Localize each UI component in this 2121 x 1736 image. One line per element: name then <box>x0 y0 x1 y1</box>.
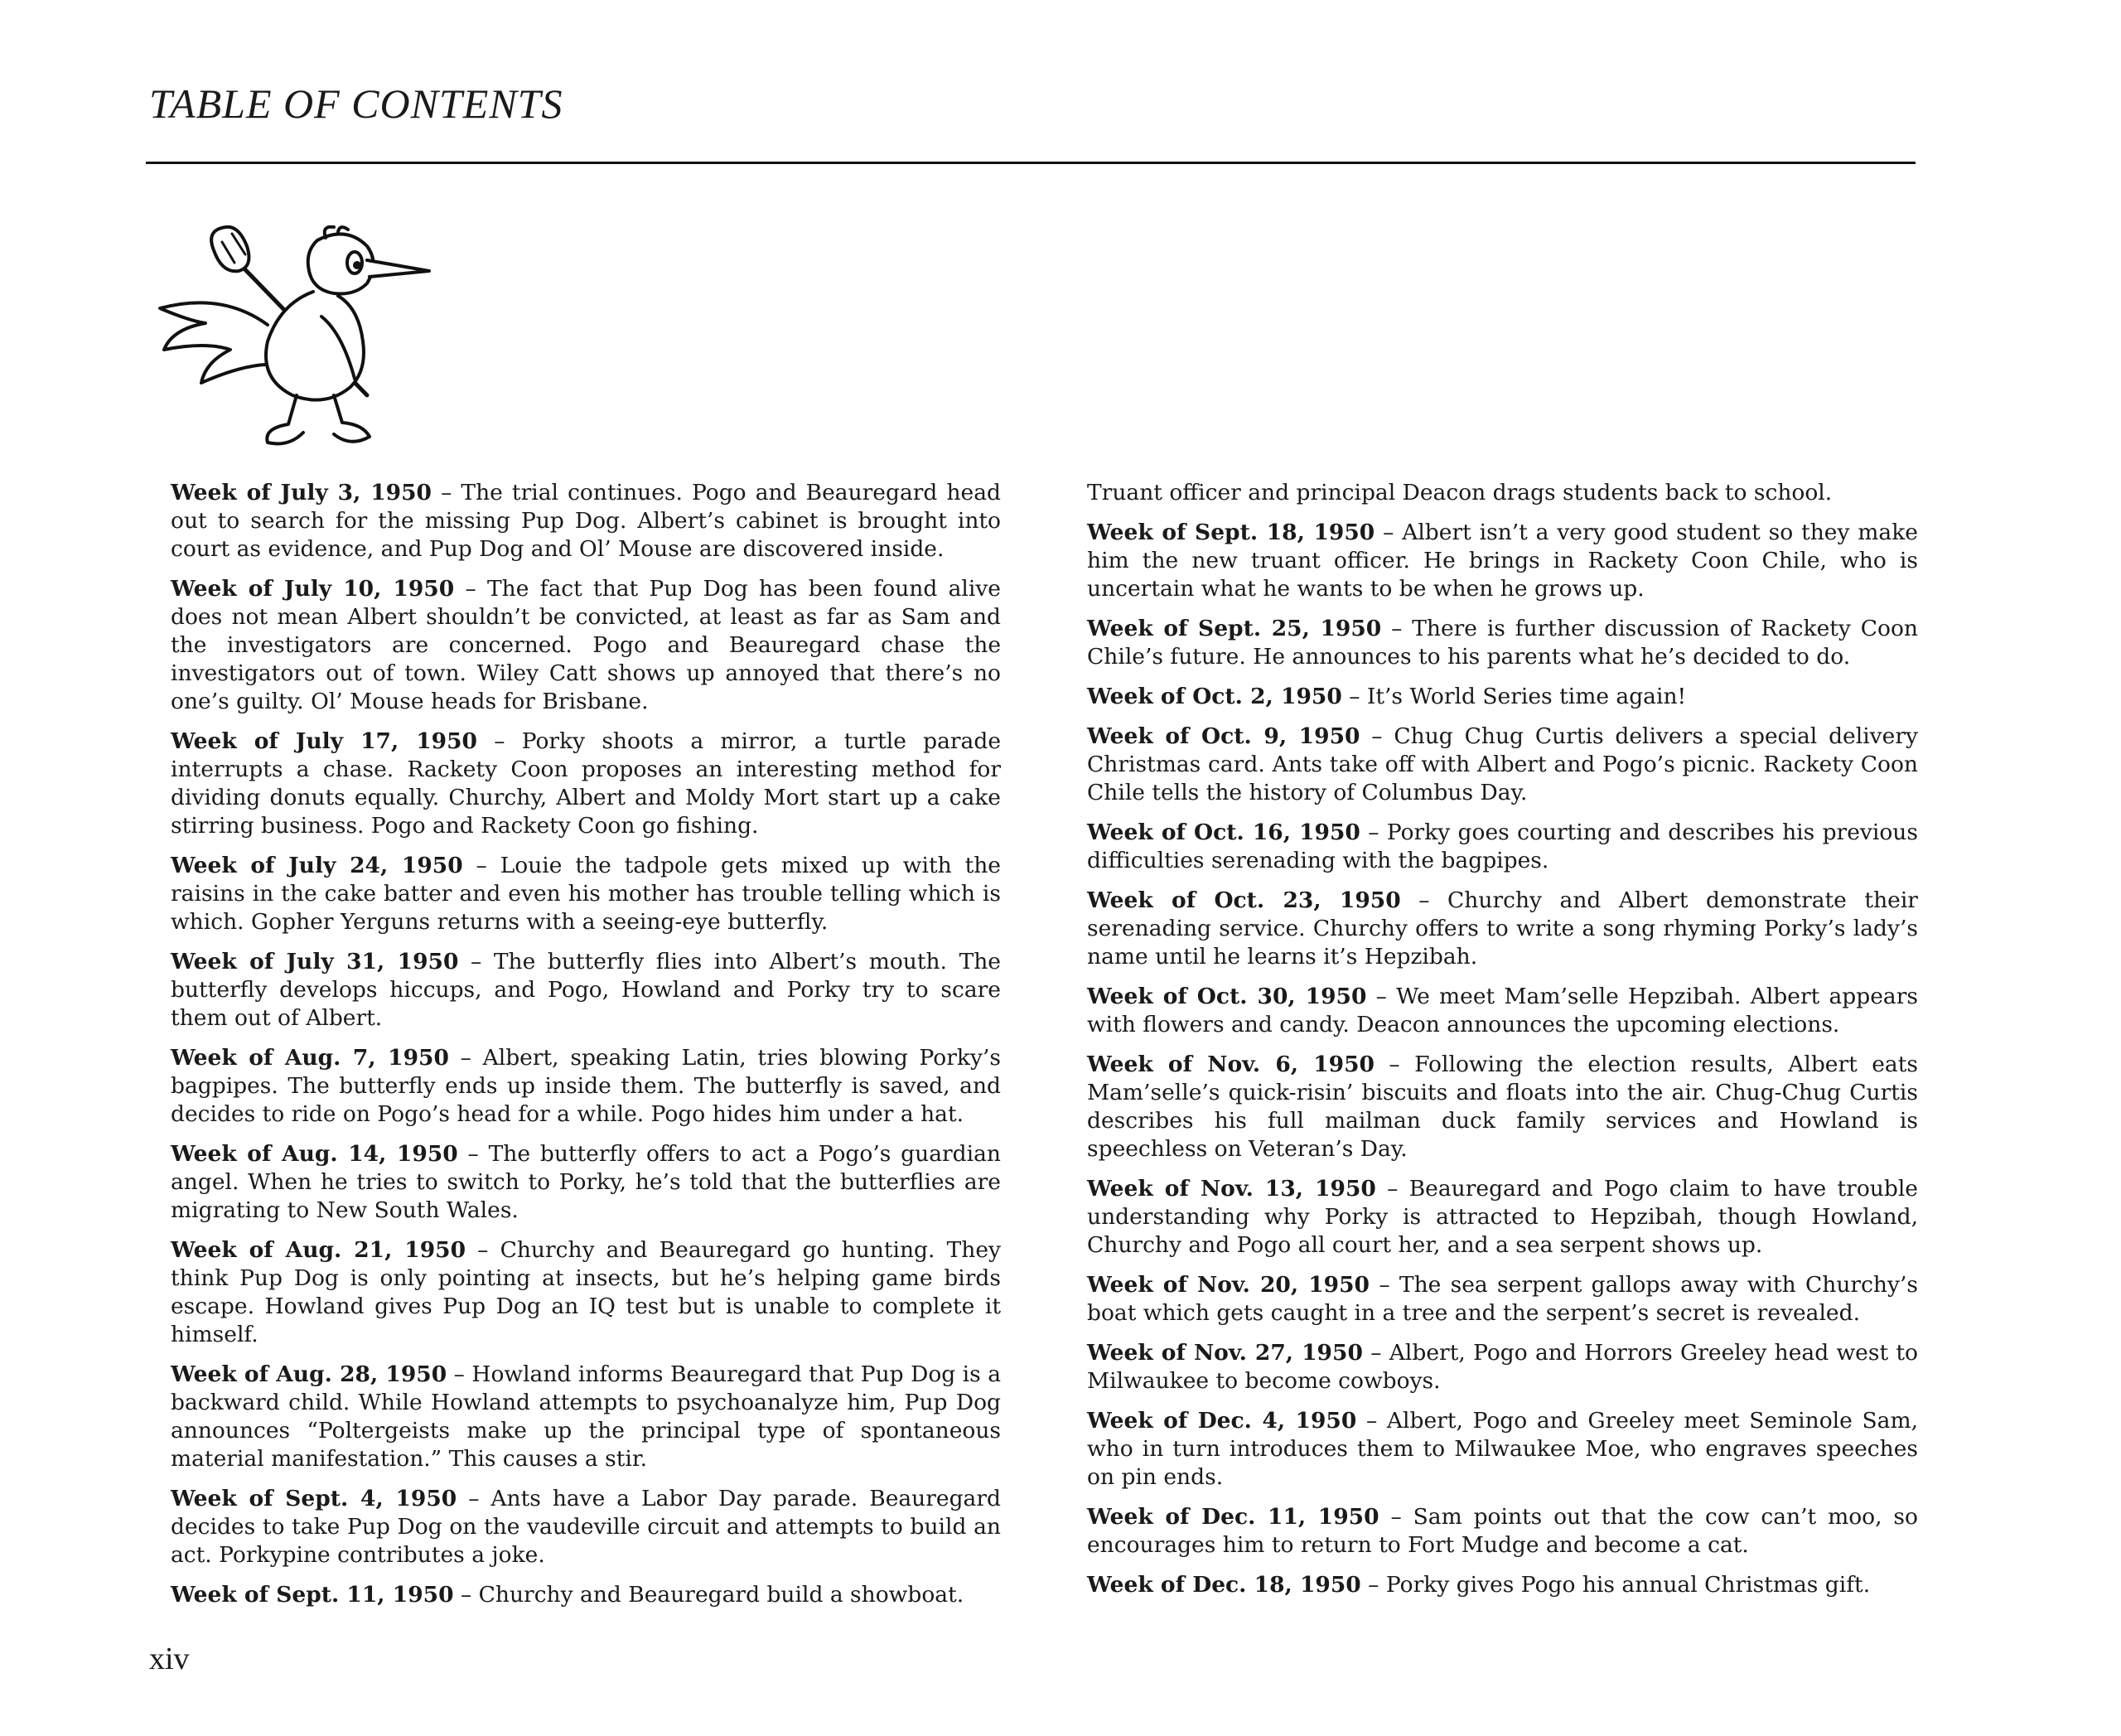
entry-week: Week of Nov. 27, 1950 <box>1087 1340 1363 1366</box>
toc-entry: Week of Aug. 21, 1950 – Churchy and Beauregard go hunting. They think Pup Dog is only pointing at insects, but he’s helping game birds escape. Howland gives Pup Dog an IQ test but is unable to complete it himself. <box>171 1237 1001 1347</box>
entry-description: Albert, Pogo and Horrors Greeley head west to Milwaukee to become cowboys. <box>1087 1340 1919 1394</box>
entry-week: Week of Sept. 25, 1950 <box>1087 616 1382 641</box>
entry-week: Week of Nov. 6, 1950 <box>1087 1052 1375 1077</box>
toc-entry: Week of July 3, 1950 – The trial continues. Pogo and Beauregard head out to search for the missing Pup Dog. Albert’s cabinet is brought into court as evidence, and Pup Dog and Ol’ Mouse are discovered inside. <box>171 480 1001 562</box>
entry-week: Week of Dec. 18, 1950 <box>1087 1572 1361 1598</box>
entry-week: Week of Oct. 30, 1950 <box>1087 984 1367 1009</box>
entry-description: Beauregard and Pogo claim to have trouble understanding why Porky is attracted to Hepzibah, though Howland, Churchy and Pogo all court her, and a sea serpent shows up. <box>1087 1176 1918 1258</box>
entry-week: Week of Oct. 23, 1950 <box>1087 887 1401 913</box>
entry-description: The butterfly flies into Albert’s mouth. The butterfly develops hiccups, and Pogo, Howland and Porky try to scare them out of Albert. <box>171 949 1001 1031</box>
entry-description: We meet Mam’selle Hepzibah. Albert appears with flowers and candy. Deacon announces the upcoming elections. <box>1087 984 1918 1037</box>
page-title: TABLE OF CONTENTS <box>149 80 563 127</box>
toc-entry: Week of Aug. 28, 1950 – Howland informs Beauregard that Pup Dog is a backward child. While Howland attempts to psychoanalyze him, Pup Dog announces “Poltergeists make up the principal type of spontaneous material manifestation.” This causes a stir. <box>171 1361 1001 1472</box>
entry-description: Porky shoots a mirror, a turtle parade interrupts a chase. Rackety Coon proposes an interesting method for dividing donuts equally. Churchy, Albert and Moldy Mort start up a cake stirring business. Pogo and Rackety Coon go fishing. <box>171 728 1001 839</box>
entry-week: Week of Oct. 2, 1950 <box>1087 684 1342 709</box>
toc-entry: Week of Sept. 18, 1950 – Albert isn’t a very good student so they make him the new truant officer. He brings in Rackety Coon Chile, who is uncertain what he wants to be when he grows up. <box>1087 520 1918 602</box>
toc-entry: Week of Sept. 11, 1950 – Churchy and Beauregard build a showboat. <box>171 1582 964 1608</box>
entry-week: Week of Nov. 13, 1950 <box>1087 1176 1376 1202</box>
right-column <box>1087 479 1918 1611</box>
toc-entry: Week of Aug. 14, 1950 – The butterfly offers to act a Pogo’s guardian angel. When he tries to switch to Porky, he’s told that the butterflies are migrating to New South Wales. <box>171 1141 1001 1223</box>
toc-entry: Week of Oct. 23, 1950 – Churchy and Albert demonstrate their serenading service. Churchy offers to write a song rhyming Porky’s lady’s name until he learns it’s Hepzibah. <box>1087 887 1918 970</box>
entry-description: The trial continues. Pogo and Beauregard head out to search for the missing Pup Dog. Albert’s cabinet is brought into court as evidence, and Pup Dog and Ol’ Mouse are discovered inside. <box>171 480 1001 562</box>
entry-week: Week of July 3, 1950 <box>171 480 432 505</box>
title-rule <box>146 162 1916 164</box>
cartoon-bird-hobo-icon <box>156 225 437 451</box>
entry-description: Churchy and Beauregard build a showboat. <box>478 1582 964 1608</box>
entry-week: Week of Sept. 18, 1950 <box>1087 520 1375 545</box>
toc-entry: Week of Dec. 11, 1950 – Sam points out that the cow can’t moo, so encourages him to return to Fort Mudge and become a cat. <box>1087 1504 1918 1558</box>
left-column <box>171 479 1001 1621</box>
toc-entry: Week of Oct. 2, 1950 – It’s World Series time again! <box>1087 684 1687 709</box>
entry-description: Albert isn’t a very good student so they make him the new truant officer. He brings in Rackety Coon Chile, who is uncertain what he wants to be when he grows up. <box>1087 520 1918 602</box>
entry-description: Porky goes courting and describes his previous difficulties serenading with the bagpipes. <box>1087 820 1918 873</box>
entry-description: Ants have a Labor Day parade. Beauregard decides to take Pup Dog on the vaudeville circuit and attempts to build an act. Porkypine contributes a joke. <box>171 1486 1001 1568</box>
entry-week: Week of Aug. 21, 1950 <box>171 1237 466 1263</box>
entry-week: Week of Dec. 4, 1950 <box>1087 1408 1357 1434</box>
toc-entry: Week of Nov. 20, 1950 – The sea serpent gallops away with Churchy’s boat which gets caught in a tree and the serpent’s secret is revealed. <box>1087 1272 1918 1326</box>
entry-description: Albert, Pogo and Greeley meet Seminole Sam, who in turn introduces them to Milwaukee Moe, who engraves speeches on pin ends. <box>1087 1408 1918 1490</box>
entry-week: Week of Sept. 11, 1950 <box>171 1582 454 1608</box>
toc-entry: Week of Nov. 27, 1950 – Albert, Pogo and Horrors Greeley head west to Milwaukee to become cowboys. <box>1087 1340 1919 1394</box>
entry-week: Week of July 24, 1950 <box>171 853 463 878</box>
entry-week: Week of July 10, 1950 <box>171 576 455 602</box>
entry-description: The butterfly offers to act a Pogo’s guardian angel. When he tries to switch to Porky, he’s told that the butterflies are migrating to New South Wales. <box>171 1141 1001 1223</box>
entry-continuation: Truant officer and principal Deacon drags students back to school. <box>1087 480 1833 505</box>
toc-entry: Week of Dec. 18, 1950 – Porky gives Pogo his annual Christmas gift. <box>1087 1572 1871 1598</box>
entry-week: Week of July 31, 1950 <box>171 949 459 974</box>
entry-description: Howland informs Beauregard that Pup Dog is a backward child. While Howland attempts to psychoanalyze him, Pup Dog announces “Poltergeists make up the principal type of spontaneous material manifestation.” This causes a stir. <box>171 1361 1001 1472</box>
toc-entry: Week of Dec. 4, 1950 – Albert, Pogo and Greeley meet Seminole Sam, who in turn introduces them to Milwaukee Moe, who engraves speeches on pin ends. <box>1087 1408 1918 1490</box>
entry-description: It’s World Series time again! <box>1366 684 1687 709</box>
toc-entry: Week of Oct. 30, 1950 – We meet Mam’selle Hepzibah. Albert appears with flowers and candy. Deacon announces the upcoming elections. <box>1087 984 1918 1037</box>
entry-week: Week of Aug. 7, 1950 <box>171 1045 449 1071</box>
entry-description: Sam points out that the cow can’t moo, so encourages him to return to Fort Mudge and become a cat. <box>1087 1504 1918 1558</box>
entry-description: Churchy and Albert demonstrate their serenading service. Churchy offers to write a song rhyming Porky’s lady’s name until he learns it’s Hepzibah. <box>1087 887 1918 970</box>
entry-description: Porky gives Pogo his annual Christmas gift. <box>1385 1572 1871 1598</box>
entry-week: Week of Aug. 14, 1950 <box>171 1141 458 1167</box>
toc-entry: Week of Nov. 13, 1950 – Beauregard and Pogo claim to have trouble understanding why Porky is attracted to Hepzibah, though Howland, Churchy and Pogo all court her, and a sea serpent shows up. <box>1087 1176 1918 1258</box>
entry-week: Week of Nov. 20, 1950 <box>1087 1272 1370 1298</box>
toc-entry: Week of July 10, 1950 – The fact that Pup Dog has been found alive does not mean Albert shouldn’t be convicted, at least as far as Sam and the investigators are concerned. Pogo and Beauregard chase the investigators out of town. Wiley Catt shows up annoyed that there’s no one’s guilty. Ol’ Mouse heads for Brisbane. <box>171 576 1001 714</box>
entry-description: Churchy and Beauregard go hunting. They think Pup Dog is only pointing at insects, but he’s helping game birds escape. Howland gives Pup Dog an IQ test but is unable to complete it himself. <box>171 1237 1001 1347</box>
entry-description: The sea serpent gallops away with Churchy’s boat which gets caught in a tree and the serpent’s secret is revealed. <box>1087 1272 1918 1326</box>
toc-entry: Week of Aug. 7, 1950 – Albert, speaking Latin, tries blowing Porky’s bagpipes. The butterfly ends up inside them. The butterfly is saved, and decides to ride on Pogo’s head for a while. Pogo hides him under a hat. <box>171 1045 1001 1127</box>
toc-entry: Week of Oct. 16, 1950 – Porky goes courting and describes his previous difficulties serenading with the bagpipes. <box>1087 820 1918 873</box>
toc-entry: Week of Oct. 9, 1950 – Chug Chug Curtis delivers a special delivery Christmas card. Ants take off with Albert and Pogo’s picnic. Rackety Coon Chile tells the history of Columbus Day. <box>1087 723 1918 805</box>
entry-description: Chug Chug Curtis delivers a special delivery Christmas card. Ants take off with Albert and Pogo’s picnic. Rackety Coon Chile tells the history of Columbus Day. <box>1087 723 1918 805</box>
toc-entry: Week of Nov. 6, 1950 – Following the election results, Albert eats Mam’selle’s quick-risin’ biscuits and floats into the air. Chug-Chug Curtis describes his full mailman duck family services and Howland is speechless on Veteran’s Day. <box>1087 1052 1918 1162</box>
toc-entry: Week of Sept. 25, 1950 – There is further discussion of Rackety Coon Chile’s future. He announces to his parents what he’s decided to do. <box>1087 616 1918 670</box>
toc-entry: Week of July 31, 1950 – The butterfly flies into Albert’s mouth. The butterfly develops hiccups, and Pogo, Howland and Porky try to scare them out of Albert. <box>171 949 1001 1031</box>
entry-description: Louie the tadpole gets mixed up with the raisins in the cake batter and even his mother has trouble telling which is which. Gopher Yerguns returns with a seeing-eye butterfly. <box>171 853 1001 935</box>
entry-week: Week of Oct. 16, 1950 <box>1087 820 1360 845</box>
entry-week: Week of Aug. 28, 1950 <box>171 1361 447 1387</box>
entry-week: Week of Dec. 11, 1950 <box>1087 1504 1379 1530</box>
entry-week: Week of July 17, 1950 <box>171 728 477 754</box>
entry-week: Week of Oct. 9, 1950 <box>1087 723 1360 749</box>
toc-entry: Week of July 24, 1950 – Louie the tadpole gets mixed up with the raisins in the cake batter and even his mother has trouble telling which is which. Gopher Yerguns returns with a seeing-eye butterfly. <box>171 853 1001 935</box>
page-number: xiv <box>149 1642 190 1676</box>
toc-entry: Week of July 17, 1950 – Porky shoots a mirror, a turtle parade interrupts a chase. Rackety Coon proposes an interesting method for dividing donuts equally. Churchy, Albert and Moldy Mort start up a cake stirring business. Pogo and Rackety Coon go fishing. <box>171 728 1001 839</box>
entry-description: The fact that Pup Dog has been found alive does not mean Albert shouldn’t be convicted, at least as far as Sam and the investigators are concerned. Pogo and Beauregard chase the investigators out of town. Wiley Catt shows up annoyed that there’s no one’s guilty. Ol’ Mouse heads for Brisbane. <box>171 576 1001 714</box>
entry-description: Albert, speaking Latin, tries blowing Porky’s bagpipes. The butterfly ends up inside them. The butterfly is saved, and decides to ride on Pogo’s head for a while. Pogo hides him under a hat. <box>171 1045 1001 1127</box>
entry-week: Week of Sept. 4, 1950 <box>171 1486 457 1511</box>
entry-description: There is further discussion of Rackety Coon Chile’s future. He announces to his parents what he’s decided to do. <box>1087 616 1918 670</box>
entry-description: Following the election results, Albert eats Mam’selle’s quick-risin’ biscuits and floats into the air. Chug-Chug Curtis describes his full mailman duck family services and Howland is speechless on Veteran’s Day. <box>1087 1052 1918 1162</box>
toc-entry: Week of Sept. 4, 1950 – Ants have a Labor Day parade. Beauregard decides to take Pup Dog on the vaudeville circuit and attempts to build an act. Porkypine contributes a joke. <box>171 1486 1001 1568</box>
